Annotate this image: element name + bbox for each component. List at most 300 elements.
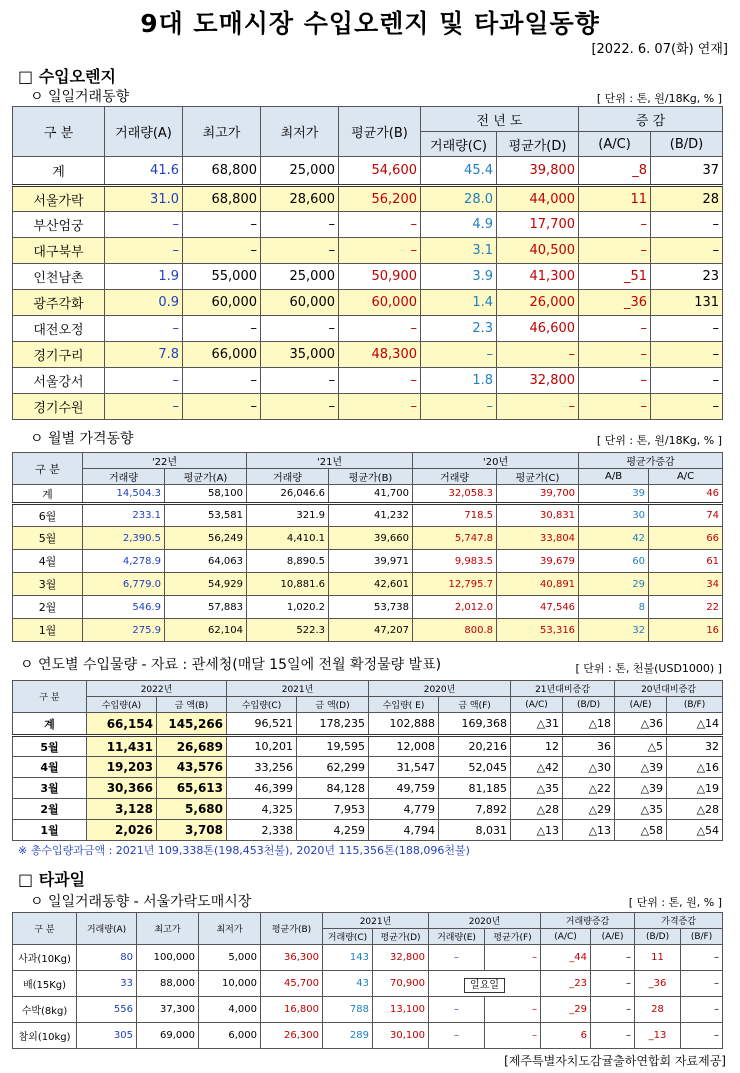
table-cell: 25,000 [261,157,339,186]
table-cell: 7,953 [297,799,369,820]
header-cell: 수입량(C) [227,697,297,713]
table-cell: 56,249 [165,527,247,550]
table-cell: 39 [579,485,649,504]
table-cell: 32,058.3 [413,485,497,504]
table-cell: 7,892 [439,799,511,820]
table-cell: _13 [635,1023,681,1049]
table-cell: – [261,394,339,420]
table-cell: – [261,368,339,394]
table-cell: 61 [649,550,723,573]
table-cell: 4월 [13,550,83,573]
table-cell: 57,883 [165,596,247,619]
table-cell: 32,800 [373,945,429,971]
header-cell: 20년대비증감 [615,681,723,697]
header-cell: '22년 [83,453,247,469]
table-cell: 41,232 [329,504,413,527]
table-cell: 4,259 [297,820,369,841]
table-cell: 2.3 [421,316,497,342]
table-cell: 8 [579,596,649,619]
table-cell: – [681,1023,723,1049]
table-cell: – [429,997,485,1023]
header-cell: 수입량(A) [87,697,157,713]
table-cell: 289 [323,1023,373,1049]
table-cell: 42,601 [329,573,413,596]
table-cell: △39 [615,757,667,778]
table-cell: – [497,394,579,420]
table-cell: 60,000 [339,290,421,316]
table-cell: – [579,342,651,368]
holiday-label: 일요일 [464,978,505,993]
table-cell: – [651,238,723,264]
table-cell: – [497,342,579,368]
table-cell: △42 [511,757,563,778]
table-cell: 40,500 [497,238,579,264]
table-cell: 102,888 [369,713,439,736]
table-cell: 11 [579,186,651,212]
table-cell: △18 [563,713,615,736]
table-cell: 305 [77,1023,137,1049]
table-cell: _29 [541,997,591,1023]
table-cell: 26,300 [261,1023,323,1049]
table-cell: 145,266 [157,713,227,736]
yearly-subtitle: ㅇ 연도별 수입물량 - 자료 : 관세청(매달 15일에 전월 확정물량 발표) [20,657,442,673]
table-cell: △13 [511,820,563,841]
table-cell: – [651,368,723,394]
other-table [12,912,723,1049]
table-cell: 42 [579,527,649,550]
table-cell: 4,794 [369,820,439,841]
table-cell: 41.6 [105,157,183,186]
table-cell: 178,235 [297,713,369,736]
header-cell: (A/E) [615,697,667,713]
header-cell: 거래량(E) [429,929,485,945]
table-cell: – [339,368,421,394]
table-cell: 5,680 [157,799,227,820]
table-cell: 3월 [13,778,87,799]
table-cell: 58,100 [165,485,247,504]
table-cell: 5,000 [199,945,261,971]
table-cell: 3.9 [421,264,497,290]
table-cell: 96,521 [227,713,297,736]
table-cell: 1.8 [421,368,497,394]
table-cell: 143 [323,945,373,971]
table-cell: 50,900 [339,264,421,290]
table-cell: 53,738 [329,596,413,619]
table-cell: – [591,945,635,971]
table-cell: 169,368 [439,713,511,736]
table-cell: – [485,997,541,1023]
header-cell: 증 감 [579,107,723,132]
table-cell: 2,390.5 [83,527,165,550]
table-row [13,238,723,264]
table-cell: 37,300 [137,997,199,1023]
table-row [13,596,723,619]
header-cell: 구 분 [13,681,87,713]
table-cell: – [591,1023,635,1049]
table-cell: 6 [541,1023,591,1049]
header-cell: 평균가(B) [339,107,421,157]
table-cell: 5월 [13,736,87,757]
table-cell: 32,800 [497,368,579,394]
table-cell: 39,700 [497,485,579,504]
table-cell: 84,128 [297,778,369,799]
table-cell: 68,800 [183,186,261,212]
table-row [13,394,723,420]
table-cell: 32 [667,736,723,757]
yearly-note: ※ 총수입량과금액 : 2021년 109,338톤(198,453천불), 2020년 115,356톤(188,096천불) [18,844,470,857]
table-cell: 52,045 [439,757,511,778]
table-cell: 41,300 [497,264,579,290]
header-cell: (B/F) [681,929,723,945]
table-cell [429,971,541,997]
table-cell: – [105,212,183,238]
table-row [13,971,723,997]
table-cell: 55,000 [183,264,261,290]
table-cell: 65,613 [157,778,227,799]
monthly-unit: [ 단위 : 톤, 원/18Kg, % ] [596,434,722,447]
table-cell: _51 [579,264,651,290]
table-cell: 사과(10Kg) [13,945,77,971]
table-cell: 36 [563,736,615,757]
table-cell: 46,600 [497,316,579,342]
table-cell: – [105,238,183,264]
table-cell: – [591,997,635,1023]
yearly-table [12,680,723,841]
table-cell: 서울가락 [13,186,105,212]
table-cell: 10,201 [227,736,297,757]
table-cell: 2월 [13,596,83,619]
header-cell: 금 액(D) [297,697,369,713]
table-cell: 1월 [13,820,87,841]
table-row [13,778,723,799]
table-cell: 30 [579,504,649,527]
table-cell: _23 [541,971,591,997]
table-cell: 9,983.5 [413,550,497,573]
table-cell: 3.1 [421,238,497,264]
table-cell: 14,504.3 [83,485,165,504]
other-subtitle: ㅇ 일일거래동향 - 서울가락도매시장 [30,894,252,910]
header-cell: (A/E) [591,929,635,945]
table-cell: 46,399 [227,778,297,799]
table-cell: 54,600 [339,157,421,186]
table-cell: 1,020.2 [247,596,329,619]
table-cell: △54 [667,820,723,841]
header-cell: 전 년 도 [421,107,579,132]
table-cell: 0.9 [105,290,183,316]
header-cell: (B/D) [563,697,615,713]
table-cell: – [183,394,261,420]
table-cell: 39,660 [329,527,413,550]
table-row [13,485,723,504]
table-cell: 81,185 [439,778,511,799]
table-cell: 4,779 [369,799,439,820]
table-cell: 28 [651,186,723,212]
table-row [13,997,723,1023]
table-cell: – [579,316,651,342]
table-cell: 8,890.5 [247,550,329,573]
table-cell: 70,900 [373,971,429,997]
table-cell: 54,929 [165,573,247,596]
table-cell: 718.5 [413,504,497,527]
table-row [13,368,723,394]
table-cell: 39,971 [329,550,413,573]
table-cell: 25,000 [261,264,339,290]
table-cell: _36 [635,971,681,997]
table-cell: 37 [651,157,723,186]
header-cell: 평균가(D) [497,132,579,157]
table-cell: △5 [615,736,667,757]
table-cell: 100,000 [137,945,199,971]
table-cell: – [681,971,723,997]
table-cell: 대전오정 [13,316,105,342]
header-cell: 수입량( E) [369,697,439,713]
table-cell: 34 [649,573,723,596]
table-cell: – [339,238,421,264]
table-cell: 69,000 [137,1023,199,1049]
table-cell: △29 [563,799,615,820]
table-cell: 11 [635,945,681,971]
table-cell: 36,300 [261,945,323,971]
header-cell: 거래량(C) [421,132,497,157]
table-cell: – [105,394,183,420]
table-cell: △35 [615,799,667,820]
table-cell: 3,128 [87,799,157,820]
table-cell: 4,000 [199,997,261,1023]
header-cell: 평균가증감 [579,453,723,469]
table-cell: – [651,394,723,420]
table-cell: 수박(8kg) [13,997,77,1023]
table-cell: △31 [511,713,563,736]
table-cell: 13,100 [373,997,429,1023]
table-row [13,504,723,527]
yearly-unit: [ 단위 : 톤, 천불(USD1000) ] [575,662,722,675]
table-cell: 74 [649,504,723,527]
header-cell: 2021년 [323,913,429,929]
table-cell: 131 [651,290,723,316]
table-cell: 28,600 [261,186,339,212]
table-row [13,316,723,342]
table-cell: – [579,238,651,264]
table-cell: △16 [667,757,723,778]
table-cell: 62,299 [297,757,369,778]
table-cell: 부산엄궁 [13,212,105,238]
table-cell: 22 [649,596,723,619]
table-cell: 788 [323,997,373,1023]
table-cell: 28 [635,997,681,1023]
table-cell: – [651,316,723,342]
table-cell: 275.9 [83,619,165,642]
table-cell: 522.3 [247,619,329,642]
table-cell: 33,256 [227,757,297,778]
table-cell: – [579,212,651,238]
table-cell: 53,581 [165,504,247,527]
page-title: 9대 도매시장 수입오렌지 및 타과일동향 [140,9,600,38]
header-cell: 금 액(B) [157,697,227,713]
table-cell: 47,546 [497,596,579,619]
header-cell: 구 분 [13,913,77,945]
header-cell: (B/D) [635,929,681,945]
table-cell: 11,431 [87,736,157,757]
header-cell: 거래량 [83,469,165,485]
table-cell: – [339,212,421,238]
table-cell: 계 [13,485,83,504]
table-cell: 2월 [13,799,87,820]
table-cell: 26,689 [157,736,227,757]
header-cell: 거래량(C) [323,929,373,945]
table-cell: 80 [77,945,137,971]
table-cell: 19,595 [297,736,369,757]
table-cell: 16,800 [261,997,323,1023]
table-cell: 6월 [13,504,83,527]
table-cell: 참외(10kg) [13,1023,77,1049]
table-cell: – [339,394,421,420]
header-cell: 2021년 [227,681,369,697]
header-cell: 2022년 [87,681,227,697]
table-cell: – [183,316,261,342]
table-row [13,799,723,820]
header-cell: '21년 [247,453,413,469]
table-cell: – [421,342,497,368]
monthly-subtitle: ㅇ 월별 가격동향 [30,431,134,447]
table-cell: △19 [667,778,723,799]
table-cell: 10,000 [199,971,261,997]
table-row [13,573,723,596]
table-cell: 48,300 [339,342,421,368]
table-cell: △28 [667,799,723,820]
header-cell: (A/C) [511,697,563,713]
table-cell: 6,779.0 [83,573,165,596]
table-cell: 33 [77,971,137,997]
table-row [13,736,723,757]
table-cell: – [579,394,651,420]
header-cell: A/B [579,469,649,485]
table-cell: 35,000 [261,342,339,368]
table-cell: 60,000 [183,290,261,316]
table-cell: – [339,316,421,342]
table-cell: △30 [563,757,615,778]
table-cell: 33,804 [497,527,579,550]
table-cell: 546.9 [83,596,165,619]
header-cell: (A/C) [541,929,591,945]
header-cell: 금 액(F) [439,697,511,713]
table-cell: 47,207 [329,619,413,642]
table-cell: 8,031 [439,820,511,841]
table-cell: – [681,945,723,971]
daily-subtitle: ㅇ 일일거래동향 [30,89,130,105]
header-cell: 거래량증감 [541,913,635,929]
table-cell: 4.9 [421,212,497,238]
table-cell: △22 [563,778,615,799]
table-cell: 556 [77,997,137,1023]
table-cell: 12,008 [369,736,439,757]
table-cell: 56,200 [339,186,421,212]
header-cell: 거래량(A) [105,107,183,157]
table-cell: 41,700 [329,485,413,504]
table-cell: 1월 [13,619,83,642]
table-cell: 인천남촌 [13,264,105,290]
table-cell: – [105,316,183,342]
table-cell: 31.0 [105,186,183,212]
table-row [13,527,723,550]
table-cell: 서울강서 [13,368,105,394]
table-row [13,290,723,316]
table-cell: – [651,212,723,238]
table-cell: 53,316 [497,619,579,642]
table-cell: 4,278.9 [83,550,165,573]
table-cell: 6,000 [199,1023,261,1049]
table-cell: 44,000 [497,186,579,212]
table-cell: 30,366 [87,778,157,799]
table-row [13,945,723,971]
table-row [13,757,723,778]
table-cell: – [183,238,261,264]
table-cell: △13 [563,820,615,841]
header-cell: 최고가 [183,107,261,157]
table-cell: _8 [579,157,651,186]
table-cell: 68,800 [183,157,261,186]
table-cell: △36 [615,713,667,736]
table-cell: △58 [615,820,667,841]
table-cell: 233.1 [83,504,165,527]
table-cell: – [261,316,339,342]
header-cell: 평균가(F) [485,929,541,945]
table-cell: 800.8 [413,619,497,642]
table-cell: 26,046.6 [247,485,329,504]
table-row [13,1023,723,1049]
table-cell: 45.4 [421,157,497,186]
table-cell: 66 [649,527,723,550]
daily-unit: [ 단위 : 톤, 원/18Kg, % ] [596,92,722,105]
header-cell: 거래량 [413,469,497,485]
header-cell: 21년대비증감 [511,681,615,697]
table-cell: 43,576 [157,757,227,778]
table-cell: 배(15Kg) [13,971,77,997]
table-cell: 23 [651,264,723,290]
table-cell: – [579,368,651,394]
table-cell: – [183,368,261,394]
table-cell: 26,000 [497,290,579,316]
table-cell: 32 [579,619,649,642]
table-cell: _44 [541,945,591,971]
table-cell: – [485,945,541,971]
table-cell: 5,747.8 [413,527,497,550]
table-cell: 20,216 [439,736,511,757]
table-cell: 광주각화 [13,290,105,316]
table-cell: 321.9 [247,504,329,527]
table-cell: 16 [649,619,723,642]
table-cell: – [261,212,339,238]
table-cell: 30,100 [373,1023,429,1049]
table-cell: 경기구리 [13,342,105,368]
table-cell: – [651,342,723,368]
table-row [13,619,723,642]
table-cell: 3월 [13,573,83,596]
table-cell: 3,708 [157,820,227,841]
table-row [13,264,723,290]
table-cell: 31,547 [369,757,439,778]
header-cell: '20년 [413,453,579,469]
table-row [13,157,723,186]
header-cell: 2020년 [429,913,541,929]
table-cell: _36 [579,290,651,316]
table-cell: 2,012.0 [413,596,497,619]
header-cell: A/C [649,469,723,485]
table-cell: 30,831 [497,504,579,527]
table-cell: 5월 [13,527,83,550]
header-cell: 가격증감 [635,913,723,929]
report-date: [2022. 6. 07(화) 연재] [591,42,728,57]
table-cell: – [485,1023,541,1049]
